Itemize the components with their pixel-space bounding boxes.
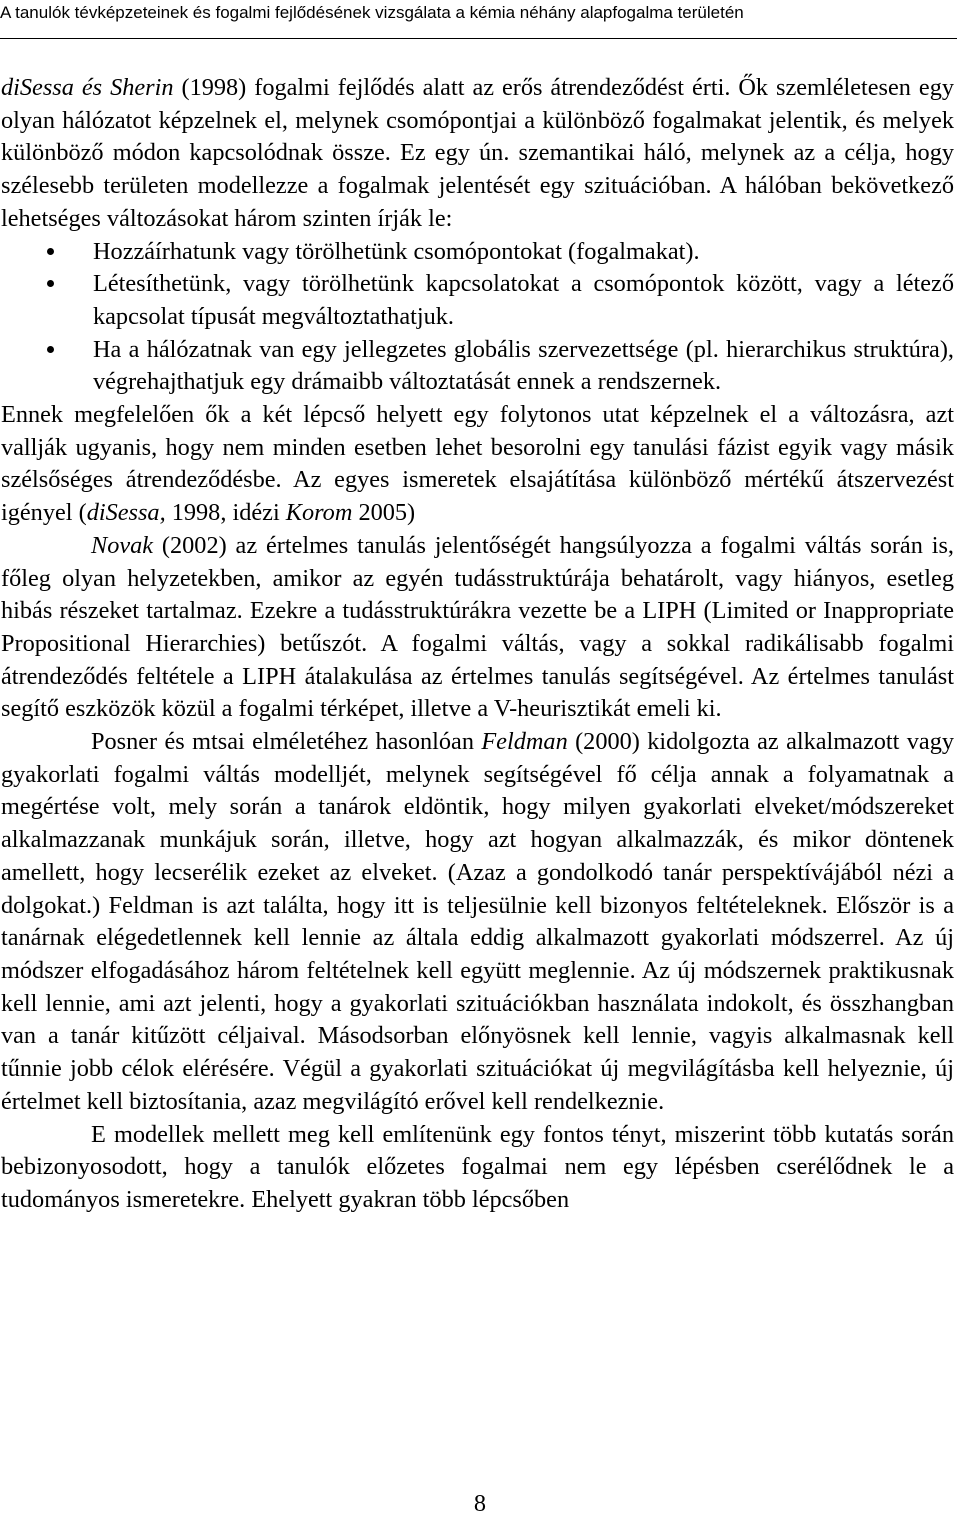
list-item-text: Létesíthetünk, vagy törölhetünk kapcsolatokat a csomópontok között, vagy a létező kapcsolat típusát megváltoztathatjuk. (93, 270, 954, 330)
paragraph-text: 2005) (352, 499, 416, 527)
list-item-text: Ha a hálózatnak van egy jellegzetes globális szervezettsége (pl. hierarchikus struktúra), végrehajthatjuk egy drámaibb változtatását ennek a rendszernek. (93, 335, 954, 396)
list-item (1, 236, 954, 269)
running-header: A tanulók tévképzeteinek és fogalmi fejlődésének vizsgálata a kémia néhány alapfogalma területén (0, 3, 744, 22)
paragraph-text: E modellek mellett meg kell említenünk egy fontos tényt, miszerint több kutatás során bebizonyosodott, hogy a tanulók előzetes fogalmai nem egy lépésben cserélődnek le a tudományos ismeretekre. Ehelyett gyakran több lépcsőben (1, 1120, 954, 1213)
page-number: 8 (473, 1490, 487, 1517)
page-body (1, 72, 954, 1217)
paragraph-text: (1998) fogalmi fejlődés alatt az erős átrendeződést érti. Ők szemléletesen egy olyan hálózatot képzelnek el, melynek csomópontjai a különböző fogalmakat jelentik, és melyek különböző módon kapcsolódnak össze. Ez egy ún. szemantikai háló, melynek az a célja, hogy szélesebb területen modellezze a fogalmak jelentését egy szituációban. A hálóban bekövetkező lehetséges változásokat három szinten írják le: (1, 74, 954, 232)
list-item-text: Hozzáírhatunk vagy törölhetünk csomópontokat (fogalmakat). (93, 237, 700, 265)
paragraph-novak (1, 530, 954, 726)
author-citation: Feldman (481, 728, 568, 756)
bullet-icon (47, 346, 54, 353)
bullet-icon (47, 248, 54, 255)
list-item (1, 334, 954, 399)
list-item (1, 268, 954, 333)
header-divider (0, 38, 957, 39)
author-citation: diSessa, (86, 499, 166, 527)
paragraph-continuous-path (1, 399, 954, 530)
paragraph-models (1, 1119, 954, 1217)
paragraph-disessa (1, 72, 954, 236)
paragraph-feldman (1, 726, 954, 1118)
author-citation: diSessa és Sherin (1, 74, 174, 101)
paragraph-text: (2000) kidolgozta az alkalmazott vagy gyakorlati fogalmi váltás modelljét, melynek segítségével fő célja annak a folyamatnak a megértése volt, mely során a tanárok eldöntik, hogy milyen gyakorlati elveket/módszereket alkalmazzanak munkájuk során, illetve, hogy azt hogyan alkalmazzák, és mikor döntenek amellett, hogy lecserélik ezeket az elveket. (Azaz a gondolkodó tanár perspektívájából nézi a dolgokat.) Feldman is azt találta, hogy itt is teljesülnie kell bizonyos feltételeknek. Először is a tanárnak elégedetlennek kell lennie az általa eddig alkalmazott gyakorlati módszerrel. Az új módszer elfogadásához három feltételnek kell együtt meglennie. Az új módszernek praktikusnak kell lennie, ami azt jelenti, hogy a gyakorlati szituációkban használata indokolt, és összhangban van a tanár kitűzött céljaival. Másodsorban előnyösnek kell lennie, vagyis alkalmasnak kell tűnnie jobb célok elérésére. Végül a gyakorlati szituációkat új megvilágításba kell helyeznie, új értelmet kell biztosítania, azaz megvilágító erővel kell rendelkeznie. (1, 728, 954, 1115)
paragraph-text: Posner és mtsai elméletéhez hasonlóan (91, 728, 482, 756)
author-citation: Novak (91, 531, 154, 559)
paragraph-text: 1998, idézi (165, 499, 286, 527)
paragraph-text: (2002) az értelmes tanulás jelentőségét hangsúlyozza a fogalmi váltás során is, főleg olyan helyzetekben, amikor az egyén tudásstruktúrája behatárolt, vagy hiányos, esetleg hibás részeket tartalmaz. Ezekre a tudásstruktúrákra vezette be a LIPH (Limited or Inappropriate Propositional Hierarchies) betűszót. A fogalmi váltás, vagy a sokkal radikálisabb fogalmi átrendeződés feltétele a LIPH átalakulása az értelmes tanulás segítségével. Az értelmes tanulást segítő eszközök közül a fogalmi térképet, illetve a V-heurisztikát emeli ki. (1, 531, 954, 723)
author-citation: Korom (285, 499, 353, 527)
bullet-icon (47, 280, 54, 287)
paragraph-text: Ennek megfelelően ők a két lépcső helyett egy folytonos utat képzelnek el a változásra, azt vallják ugyanis, hogy nem minden esetben lehet besorolni egy tanulási fázist egyik vagy másik szélsőséges átrendeződésbe. Az egyes ismeretek elsajátítása különböző mértékű átszervezést igényel ( (1, 401, 954, 527)
bullet-list (1, 236, 954, 400)
